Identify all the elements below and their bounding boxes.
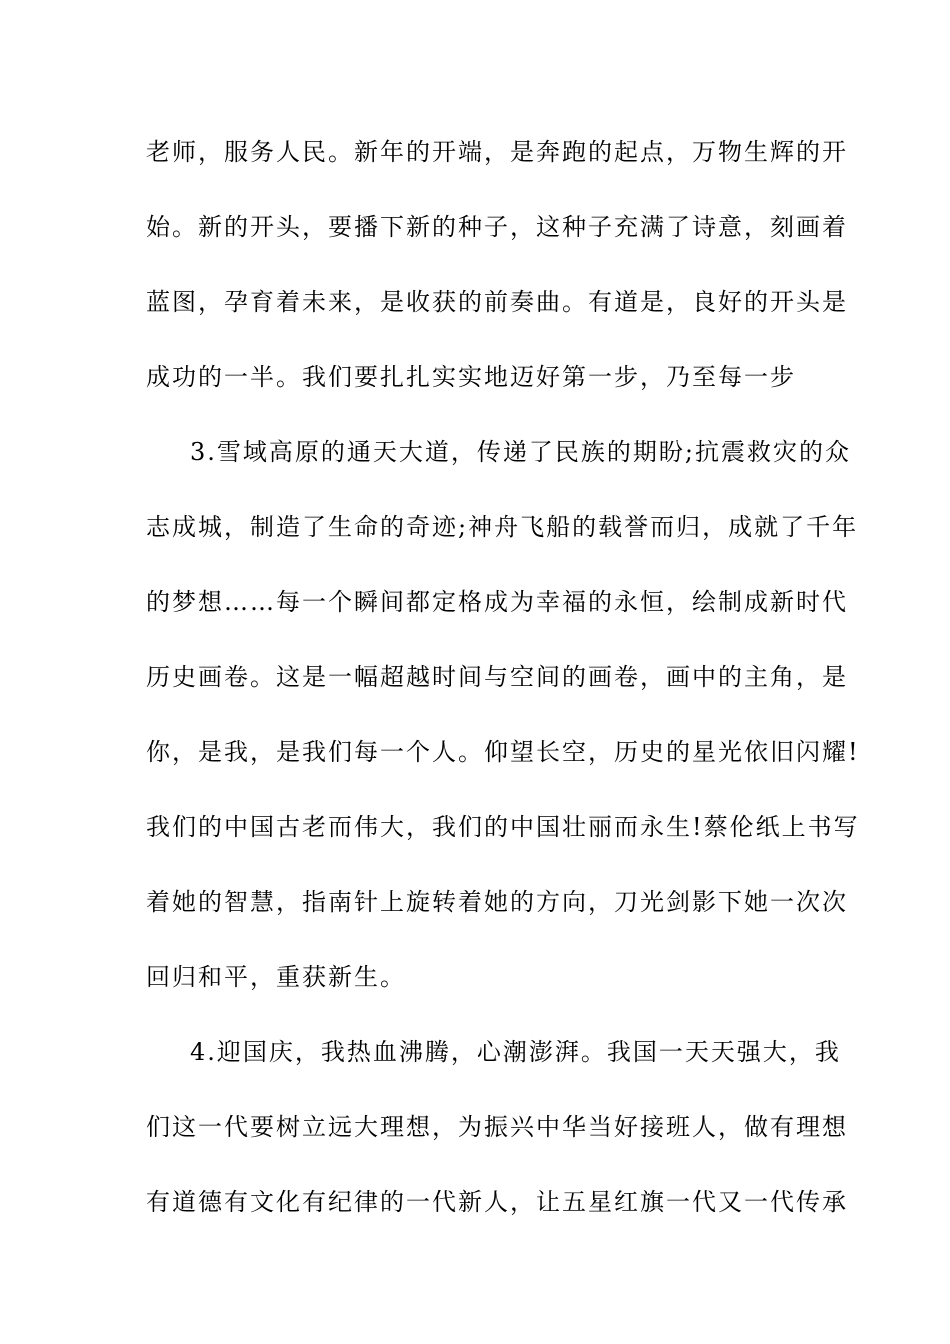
paragraph-3-first-line: 3.雪域高原的通天大道，传递了民族的期盼;抗震救灾的众 (190, 438, 851, 466)
text-line: 回归和平，重获新生。 (146, 963, 406, 991)
text-line: 有道德有文化有纪律的一代新人，让五星红旗一代又一代传承 (146, 1188, 848, 1216)
text-line: 你，是我，是我们每一个人。仰望长空，历史的星光依旧闪耀! (146, 738, 860, 766)
text-line: 始。新的开头，要播下新的种子，这种子充满了诗意，刻画着 (146, 213, 848, 241)
text-line: 志成城，制造了生命的奇迹;神舟飞船的载誉而归，成就了千年 (146, 513, 859, 541)
text-line: 我们的中国古老而伟大，我们的中国壮丽而永生!蔡伦纸上书写 (146, 813, 860, 841)
text-line: 着她的智慧，指南针上旋转着她的方向，刀光剑影下她一次次 (146, 888, 848, 916)
text-line: 蓝图，孕育着未来，是收获的前奏曲。有道是，良好的开头是 (146, 288, 848, 316)
text-line: 历史画卷。这是一幅超越时间与空间的画卷，画中的主角，是 (146, 663, 848, 691)
text-line: 老师，服务人民。新年的开端，是奔跑的起点，万物生辉的开 (146, 138, 848, 166)
text-line: 成功的一半。我们要扎扎实实地迈好第一步，乃至每一步 (146, 363, 796, 391)
text-line: 们这一代要树立远大理想，为振兴中华当好接班人，做有理想 (146, 1113, 848, 1141)
text-line: 的梦想……每一个瞬间都定格成为幸福的永恒，绘制成新时代 (146, 588, 848, 616)
paragraph-4-first-line: 4.迎国庆，我热血沸腾，心潮澎湃。我国一天天强大，我 (190, 1038, 841, 1066)
